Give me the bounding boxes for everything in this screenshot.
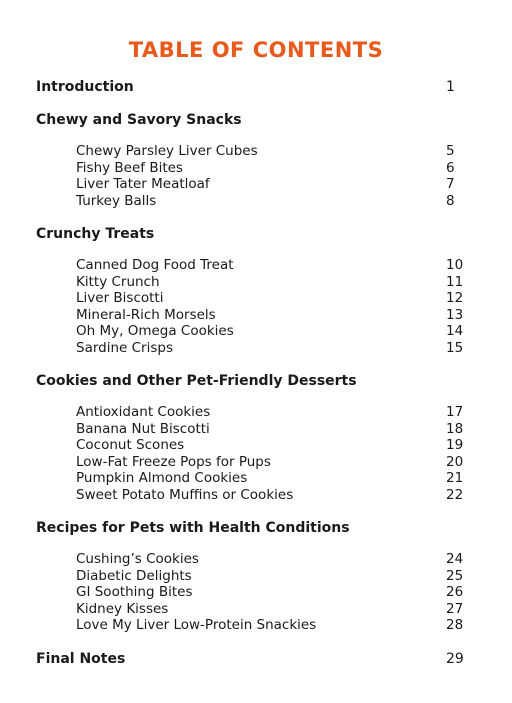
recipe-page-number: 24 <box>446 551 464 567</box>
recipe-page-number: 20 <box>446 453 464 470</box>
recipe-title: Chewy Parsley Liver Cubes <box>76 143 258 159</box>
toc-item <box>76 437 476 454</box>
toc-section <box>36 78 476 97</box>
section-title: Recipes for Pets with Health Conditions <box>36 520 350 536</box>
recipe-title: Cushing’s Cookies <box>76 551 199 567</box>
recipe-title: Antioxidant Cookies <box>76 404 211 420</box>
section-title: Introduction <box>36 79 134 95</box>
recipe-title: Kidney Kisses <box>76 600 169 617</box>
recipe-page-number: 26 <box>446 584 464 600</box>
recipe-page-number: 21 <box>446 470 464 486</box>
section-title: Chewy and Savory Snacks <box>36 112 242 128</box>
section-title: Crunchy Treats <box>36 226 155 242</box>
toc-item <box>76 307 476 324</box>
toc-item <box>76 568 476 585</box>
recipe-page-number: 7 <box>446 176 455 192</box>
toc-item <box>76 274 476 291</box>
recipe-title: Kitty Crunch <box>76 273 160 290</box>
toc-item <box>76 404 476 421</box>
recipe-page-number: 6 <box>446 159 455 176</box>
recipe-title: Love My Liver Low-Protein Snackies <box>76 617 317 633</box>
toc-section-heading <box>36 519 476 538</box>
recipe-title: Canned Dog Food Treat <box>76 257 234 273</box>
recipe-page-number: 18 <box>446 420 464 437</box>
toc-item <box>76 160 476 177</box>
toc-item <box>76 601 476 618</box>
toc-item <box>76 290 476 307</box>
recipe-page-number: 13 <box>446 306 464 323</box>
toc-item-list <box>36 404 476 503</box>
toc-item <box>76 340 476 357</box>
recipe-title: Banana Nut Biscotti <box>76 420 210 437</box>
recipe-title: Fishy Beef Bites <box>76 159 183 176</box>
recipe-title: Liver Tater Meatloaf <box>76 176 210 192</box>
toc-section-heading <box>36 111 476 130</box>
toc-section <box>36 225 476 356</box>
recipe-title: Sardine Crisps <box>76 339 173 356</box>
recipe-title: Diabetic Delights <box>76 567 192 584</box>
toc-section <box>36 650 476 669</box>
page-title: TABLE OF CONTENTS <box>128 38 384 62</box>
toc-section-heading <box>36 372 476 391</box>
section-title: Cookies and Other Pet-Friendly Desserts <box>36 373 357 389</box>
recipe-page-number: 17 <box>446 404 464 420</box>
recipe-page-number: 25 <box>446 567 464 584</box>
recipe-page-number: 27 <box>446 600 464 617</box>
toc-section <box>36 372 476 503</box>
toc-section-heading <box>36 78 476 97</box>
recipe-page-number: 22 <box>446 486 464 503</box>
toc-section-heading <box>36 650 476 669</box>
recipe-title: Coconut Scones <box>76 437 185 453</box>
recipe-title: Oh My, Omega Cookies <box>76 323 234 339</box>
toc-item <box>76 470 476 487</box>
toc-item <box>76 193 476 210</box>
toc-item <box>76 176 476 193</box>
recipe-title: Pumpkin Almond Cookies <box>76 470 248 486</box>
section-page-number: 1 <box>446 79 455 95</box>
recipe-page-number: 14 <box>446 323 464 339</box>
recipe-page-number: 12 <box>446 290 464 306</box>
recipe-title: Liver Biscotti <box>76 290 164 306</box>
recipe-page-number: 8 <box>446 192 455 209</box>
toc-item <box>76 617 476 634</box>
toc-item <box>76 454 476 471</box>
recipe-title: GI Soothing Bites <box>76 584 193 600</box>
toc-section <box>36 111 476 209</box>
recipe-page-number: 28 <box>446 617 464 633</box>
recipe-page-number: 5 <box>446 143 455 159</box>
toc-section <box>36 519 476 634</box>
section-page-number: 29 <box>446 650 464 667</box>
recipe-page-number: 10 <box>446 257 464 273</box>
recipe-title: Turkey Balls <box>76 192 157 209</box>
recipe-title: Mineral-Rich Morsels <box>76 306 216 323</box>
recipe-title: Low-Fat Freeze Pops for Pups <box>76 453 271 470</box>
toc-item-list <box>36 257 476 356</box>
section-title: Final Notes <box>36 650 126 667</box>
recipe-page-number: 15 <box>446 339 464 356</box>
toc-item <box>76 323 476 340</box>
toc-item <box>76 421 476 438</box>
toc-item <box>76 257 476 274</box>
toc-section-heading <box>36 225 476 244</box>
toc-item <box>76 551 476 568</box>
recipe-title: Sweet Potato Muffins or Cookies <box>76 486 294 503</box>
toc-item <box>76 487 476 504</box>
toc-item <box>76 584 476 601</box>
recipe-page-number: 19 <box>446 437 464 453</box>
table-of-contents <box>36 78 476 669</box>
toc-item <box>76 143 476 160</box>
recipe-page-number: 11 <box>446 273 464 290</box>
toc-item-list <box>36 551 476 634</box>
toc-item-list <box>36 143 476 209</box>
